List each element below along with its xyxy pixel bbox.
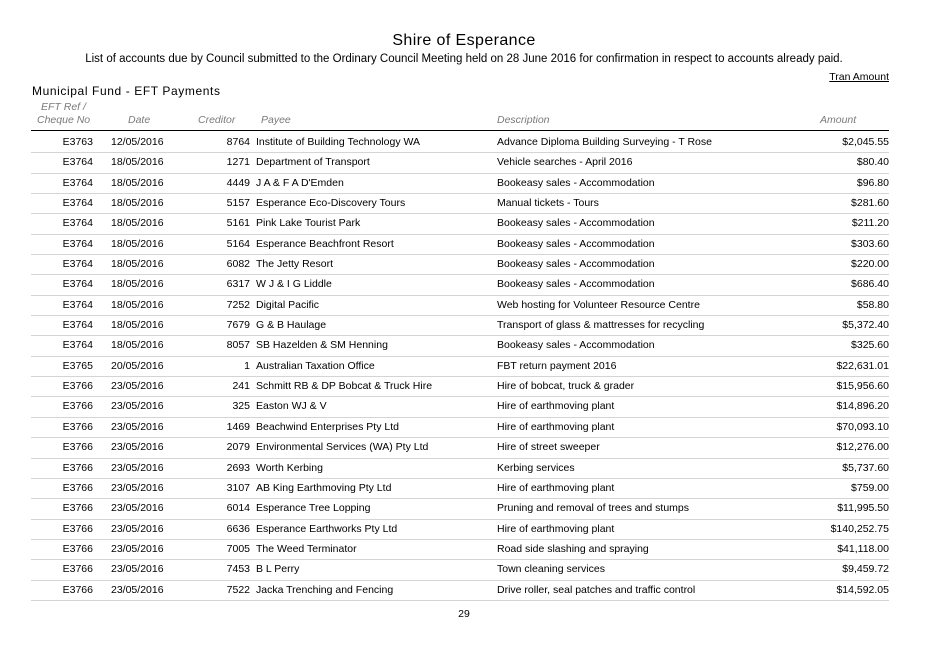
row-payee: Institute of Building Technology WA [256,136,421,148]
row-amount: $303.60 [851,237,889,250]
row-creditor: 7005 [226,542,250,555]
row-ref: E3764 [62,237,93,250]
table-row [0,153,928,173]
row-payee: B L Perry [256,563,300,576]
row-amount: $9,459.72 [842,563,889,576]
row-amount: $2,045.55 [842,136,889,148]
table-row [0,357,928,377]
row-description: Bookeasy sales - Accommodation [497,237,655,250]
table-row [0,581,928,601]
row-ref: E3763 [62,136,93,148]
table-row [0,336,928,356]
document-subtitle: List of accounts due by Council submitted to the Ordinary Council Meeting held on 28 June 2016 for confirmation in respect to accounts already paid. [85,53,843,65]
row-date: 23/05/2016 [111,502,164,515]
row-creditor: 5164 [226,237,250,250]
row-amount: $5,372.40 [842,319,889,332]
column-header-ref-line2: Cheque No [37,114,91,126]
row-ref: E3764 [62,156,93,169]
row-date: 18/05/2016 [111,197,164,210]
row-date: 23/05/2016 [111,563,164,576]
column-header-amount: Amount [820,114,857,126]
row-ref: E3766 [62,542,93,555]
row-description: Hire of earthmoving plant [497,481,615,494]
page-number: 29 [458,608,470,620]
row-description: Bookeasy sales - Accommodation [497,339,655,352]
row-date: 23/05/2016 [111,441,164,454]
row-payee: Easton WJ & V [256,400,327,413]
row-date: 23/05/2016 [111,420,164,433]
row-amount: $14,592.05 [836,583,889,596]
row-description: Hire of earthmoving plant [497,522,615,535]
row-payee: Pink Lake Tourist Park [256,217,361,230]
row-date: 18/05/2016 [111,319,164,332]
document-title: Shire of Esperance [392,32,536,49]
row-amount: $80.40 [856,156,889,169]
row-creditor: 5157 [226,197,250,210]
row-description: Hire of earthmoving plant [497,400,615,413]
row-payee: Digital Pacific [256,298,320,311]
header-divider [31,130,889,131]
row-creditor: 6082 [226,258,250,271]
row-description: Road side slashing and spraying [497,542,649,555]
row-date: 18/05/2016 [111,237,164,250]
row-divider [31,600,889,601]
row-ref: E3766 [62,461,93,474]
row-date: 23/05/2016 [111,542,164,555]
row-ref: E3766 [62,420,93,433]
row-payee: Australian Taxation Office [256,359,375,372]
row-date: 18/05/2016 [111,156,164,169]
row-description: Pruning and removal of trees and stumps [497,502,690,515]
table-row [0,438,928,458]
row-ref: E3764 [62,258,93,271]
table-row [0,174,928,194]
row-description: Hire of street sweeper [497,441,600,454]
row-description: Manual tickets - Tours [497,197,599,210]
row-amount: $5,737.60 [842,461,889,474]
column-headers [0,101,928,129]
table-row [0,560,928,580]
row-description: Bookeasy sales - Accommodation [497,278,655,291]
row-creditor: 1469 [226,420,250,433]
row-amount: $96.80 [856,176,889,189]
row-amount: $22,631.01 [836,359,889,372]
row-amount: $220.00 [851,258,889,271]
fund-section-title: Municipal Fund - EFT Payments [32,84,221,98]
row-amount: $281.60 [851,197,889,210]
row-ref: E3764 [62,319,93,332]
row-date: 20/05/2016 [111,359,164,372]
row-creditor: 2693 [226,461,250,474]
row-creditor: 4449 [226,176,250,189]
row-payee: SB Hazelden & SM Henning [256,339,388,352]
row-creditor: 7252 [226,298,250,311]
table-row [0,459,928,479]
table-row [0,418,928,438]
row-date: 23/05/2016 [111,522,164,535]
row-amount: $211.20 [851,217,889,230]
column-header-ref-line1: EFT Ref / [41,101,86,113]
row-description: Drive roller, seal patches and traffic control [497,583,696,596]
row-description: Vehicle searches - April 2016 [497,156,633,169]
row-creditor: 7522 [226,583,250,596]
row-description: Transport of glass & mattresses for recycling [497,319,705,332]
row-payee: J A & F A D'Emden [256,176,344,189]
row-creditor: 3107 [226,481,250,494]
row-date: 23/05/2016 [111,380,164,393]
row-payee: Jacka Trenching and Fencing [256,583,394,596]
row-payee: Worth Kerbing [256,461,323,474]
table-row [0,520,928,540]
row-amount: $140,252.75 [830,522,889,535]
row-creditor: 7679 [226,319,250,332]
row-creditor: 241 [232,380,250,393]
row-date: 18/05/2016 [111,217,164,230]
row-description: FBT return payment 2016 [497,359,617,372]
row-amount: $14,896.20 [836,400,889,413]
row-payee: Department of Transport [256,156,370,169]
row-creditor: 6014 [226,502,250,515]
row-amount: $58.80 [856,298,889,311]
row-description: Bookeasy sales - Accommodation [497,258,655,271]
row-description: Kerbing services [497,461,575,474]
table-row [0,194,928,214]
row-ref: E3766 [62,583,93,596]
row-creditor: 5161 [226,217,250,230]
row-date: 18/05/2016 [111,176,164,189]
table-row [0,479,928,499]
row-payee: G & B Haulage [256,319,327,332]
row-payee: Environmental Services (WA) Pty Ltd [256,441,429,454]
table-row [0,255,928,275]
column-header-description: Description [497,114,550,126]
table-row [0,235,928,255]
table-row [0,296,928,316]
row-ref: E3764 [62,176,93,189]
row-ref: E3764 [62,217,93,230]
row-amount: $686.40 [851,278,889,291]
row-date: 18/05/2016 [111,339,164,352]
row-date: 12/05/2016 [111,136,164,148]
tran-amount-label: Tran Amount [829,71,889,83]
table-row [0,397,928,417]
row-description: Hire of earthmoving plant [497,420,615,433]
row-creditor: 6636 [226,522,250,535]
row-payee: Esperance Beachfront Resort [256,237,394,250]
table-row [0,540,928,560]
row-ref: E3765 [62,359,93,372]
payments-table-body [0,133,928,601]
row-creditor: 8764 [226,136,250,148]
row-payee: Esperance Eco-Discovery Tours [256,197,406,210]
row-creditor: 2079 [226,441,250,454]
row-date: 18/05/2016 [111,258,164,271]
row-payee: W J & I G Liddle [256,278,332,291]
row-ref: E3766 [62,481,93,494]
table-row [0,275,928,295]
row-amount: $325.60 [851,339,889,352]
row-ref: E3766 [62,502,93,515]
row-ref: E3766 [62,400,93,413]
row-amount: $70,093.10 [836,420,889,433]
row-ref: E3764 [62,339,93,352]
row-date: 18/05/2016 [111,298,164,311]
row-description: Town cleaning services [497,563,605,576]
row-date: 23/05/2016 [111,461,164,474]
row-creditor: 7453 [226,563,250,576]
row-date: 23/05/2016 [111,481,164,494]
row-payee: Esperance Earthworks Pty Ltd [256,522,398,535]
table-row [0,377,928,397]
row-payee: AB King Earthmoving Pty Ltd [256,481,392,494]
column-header-creditor: Creditor [198,114,236,126]
row-creditor: 1 [244,359,250,372]
row-payee: Beachwind Enterprises Pty Ltd [256,420,399,433]
table-row [0,499,928,519]
row-ref: E3766 [62,563,93,576]
row-amount: $41,118.00 [837,542,889,555]
table-row [0,133,928,153]
row-description: Bookeasy sales - Accommodation [497,217,655,230]
row-payee: Schmitt RB & DP Bobcat & Truck Hire [256,380,433,393]
row-amount: $759.00 [851,481,889,494]
row-creditor: 1271 [226,156,250,169]
table-row [0,214,928,234]
row-description: Bookeasy sales - Accommodation [497,176,655,189]
row-description: Hire of bobcat, truck & grader [497,380,635,393]
row-amount: $15,956.60 [836,380,889,393]
row-ref: E3764 [62,278,93,291]
row-payee: Esperance Tree Lopping [256,502,371,515]
column-header-payee: Payee [261,114,291,126]
row-ref: E3766 [62,441,93,454]
row-amount: $12,276.00 [836,441,889,454]
row-creditor: 6317 [226,278,250,291]
row-date: 23/05/2016 [111,583,164,596]
table-row [0,316,928,336]
row-description: Advance Diploma Building Surveying - T Rose [497,136,712,148]
row-ref: E3766 [62,380,93,393]
column-header-date: Date [128,114,151,126]
row-amount: $11,995.50 [837,502,889,515]
row-description: Web hosting for Volunteer Resource Centre [497,298,700,311]
row-payee: The Jetty Resort [256,258,334,271]
row-ref: E3764 [62,197,93,210]
row-date: 23/05/2016 [111,400,164,413]
row-ref: E3766 [62,522,93,535]
row-creditor: 325 [232,400,250,413]
row-date: 18/05/2016 [111,278,164,291]
row-ref: E3764 [62,298,93,311]
row-payee: The Weed Terminator [256,542,357,555]
row-creditor: 8057 [226,339,250,352]
